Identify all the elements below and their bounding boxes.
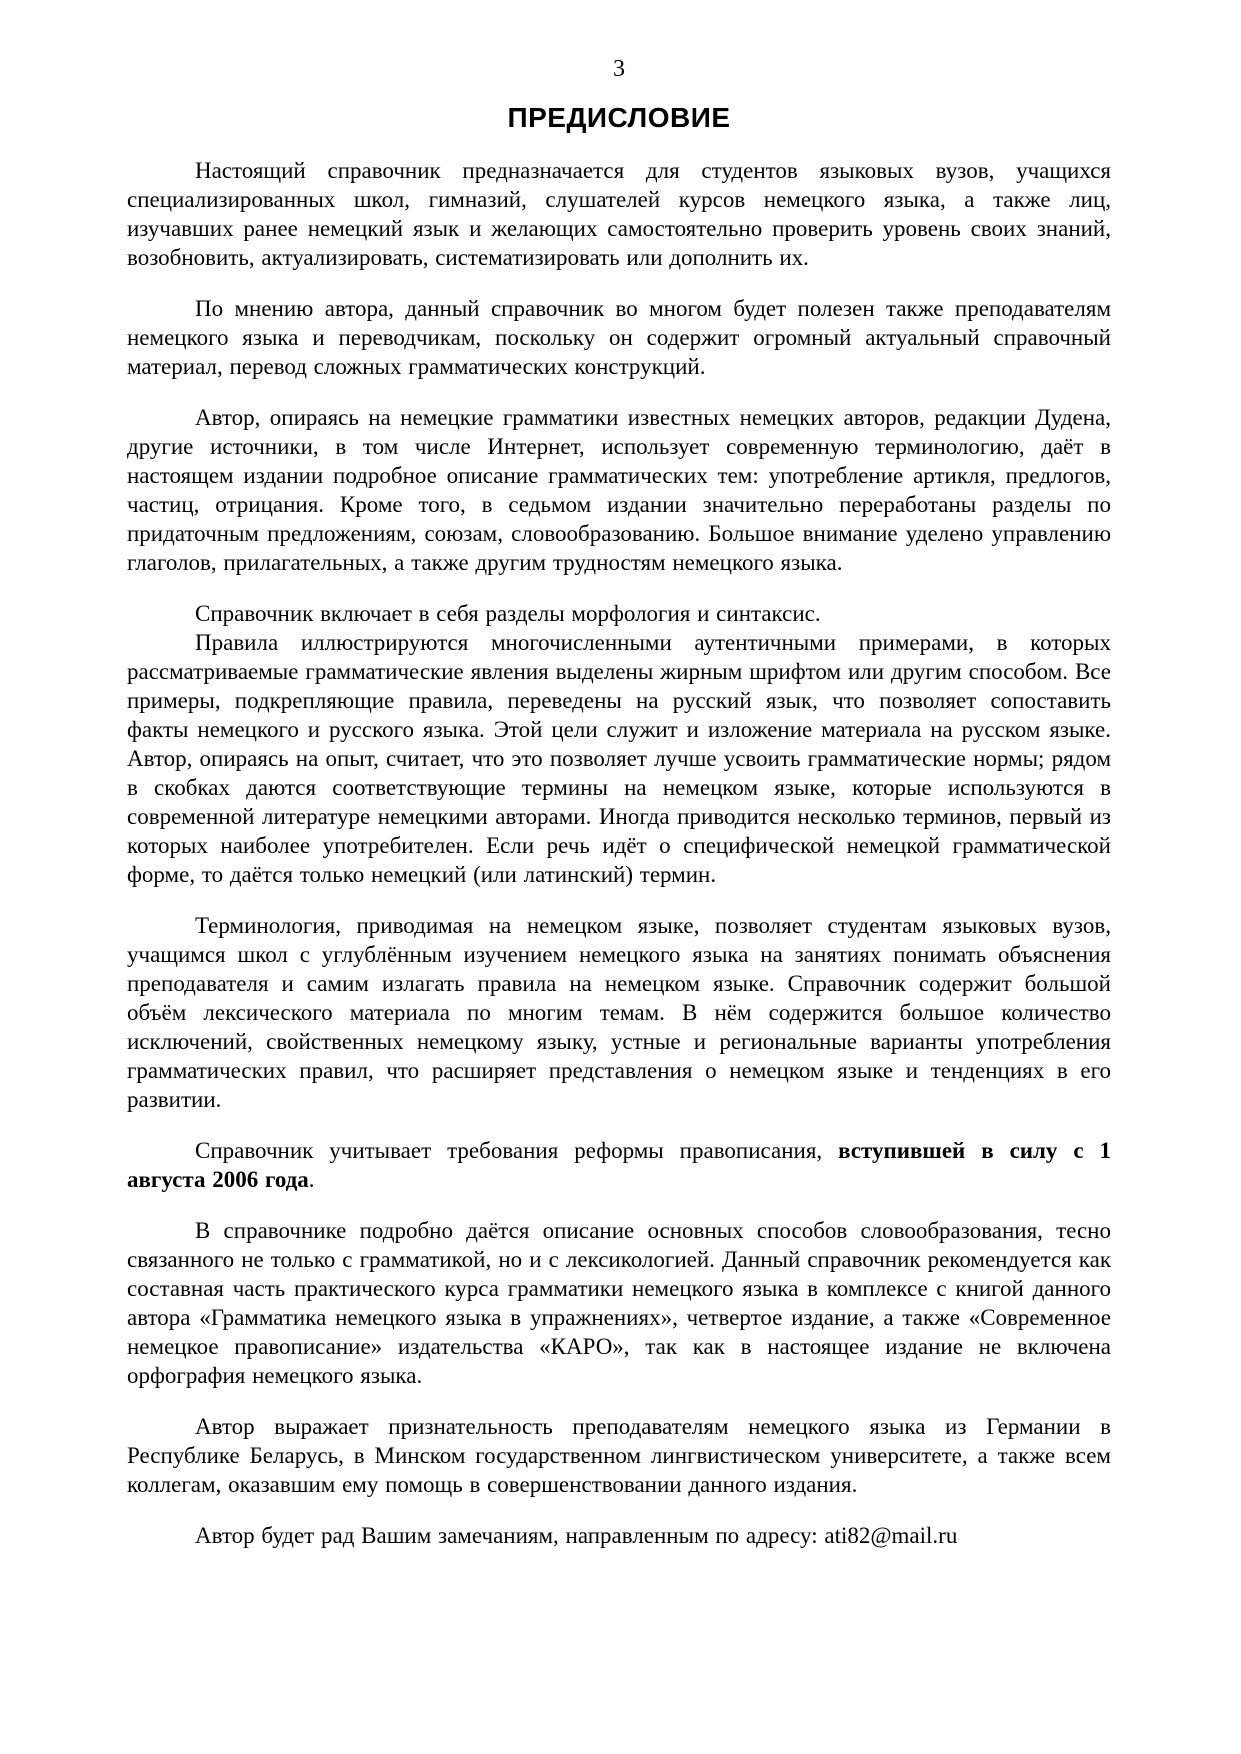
paragraph-reform [127, 1136, 1111, 1194]
paragraph-terminology: Терминология, приводимая на немецком языке, позволяет студентам языковых вузов, учащимся школ с углублённым изучением немецкого языка на занятиях понимать объяснения преподавателя и самим излагать правила на немецком языке. Справочник содержит большой объём лексического материала по многим темам. В нём содержится большое количество исключений, свойственных немецкому языку, устные и региональные варианты употребления грамматических правил, что расширяет представления о немецком языке и тенденциях в его развитии. [127, 913, 1111, 1112]
reform-text-regular: Справочник учитывает требования реформы правописания, [195, 1138, 839, 1163]
email-text: ati82@mail.ru [824, 1523, 958, 1548]
page-title: ПРЕДИСЛОВИЕ [507, 102, 731, 133]
paragraph-sources: Автор, опираясь на немецкие грамматики известных немецких авторов, редакции Дудена, другие источники, в том числе Интернет, использует современную терминологию, даёт в настоящем издании подробное описание грамматических тем: употребление артикля, предлогов, частиц, отрицания. Кроме того, в седьмом издании значительно переработаны разделы по придаточным предложениям, союзам, словообразованию. Большое внимание уделено управлению глаголов, прилагательных, а также другим трудностям немецкого языка. [127, 405, 1111, 575]
paragraph-feedback [127, 1521, 1111, 1550]
reform-text-bold: вступившей в силу с 1 августа 2006 года [127, 1138, 1111, 1192]
feedback-text: Автор будет рад Вашим замечаниям, направленным по адресу: [195, 1523, 825, 1548]
paragraph-audience: Настоящий справочник предназначается для студентов языковых вузов, учащихся специализированных школ, гимназий, слушателей курсов немецкого языка, а также лиц, изучавших ранее немецкий язык и желающих самостоятельно проверить уровень своих знаний, возобновить, актуализировать, систематизировать или дополнить их. [127, 158, 1111, 270]
paragraph-usefulness: По мнению автора, данный справочник во многом будет полезен также преподавателям немецкого языка и переводчикам, поскольку он содержит огромный актуальный справочный материал, перевод сложных грамматических конструкций. [127, 296, 1111, 379]
reform-text-period: . [308, 1167, 315, 1192]
preface-body [127, 156, 1111, 1550]
paragraph-acknowledgements: Автор выражает признательность преподавателям немецкого языка из Германии в Республике Беларусь, в Минском государственном лингвистическом университете, а также всем коллегам, оказавшим ему помощь в совершенствовании данного издания. [127, 1414, 1111, 1497]
paragraph-examples: Правила иллюстрируются многочисленными аутентичными примерами, в которых рассматриваемые грамматические явления выделены жирным шрифтом или другим способом. Все примеры, подкрепляющие правила, переведены на русский язык, что позволяет сопоставить факты немецкого и русского языка. Этой цели служит и изложение материала на русском языке. Автор, опираясь на опыт, считает, что это позволяет лучше усвоить грамматические нормы; рядом в скобках даются соответствующие термины на немецком языке, которые используются в современной литературе немецкими авторами. Иногда приводится несколько терминов, первый из которых наиболее употребителен. Если речь идёт о специфической немецкой грамматической форме, то даётся только немецкий (или латинский) термин. [127, 630, 1111, 887]
paragraph-sections: Справочник включает в себя разделы морфология и синтаксис. [195, 601, 821, 626]
paragraph-word-formation: В справочнике подробно даётся описание основных способов словообразования, тесно связанного не только с грамматикой, но и с лексикологией. Данный справочник рекомендуется как составная часть практического курса грамматики немецкого языка в комплексе с книгой данного автора «Грамматика немецкого языка в упражнениях», четвертое издание, а также «Современное немецкое правописание» издательства «КАРО», так как в настоящее издание не включена орфография немецкого языка. [127, 1218, 1111, 1388]
page-number: 3 [613, 56, 625, 82]
